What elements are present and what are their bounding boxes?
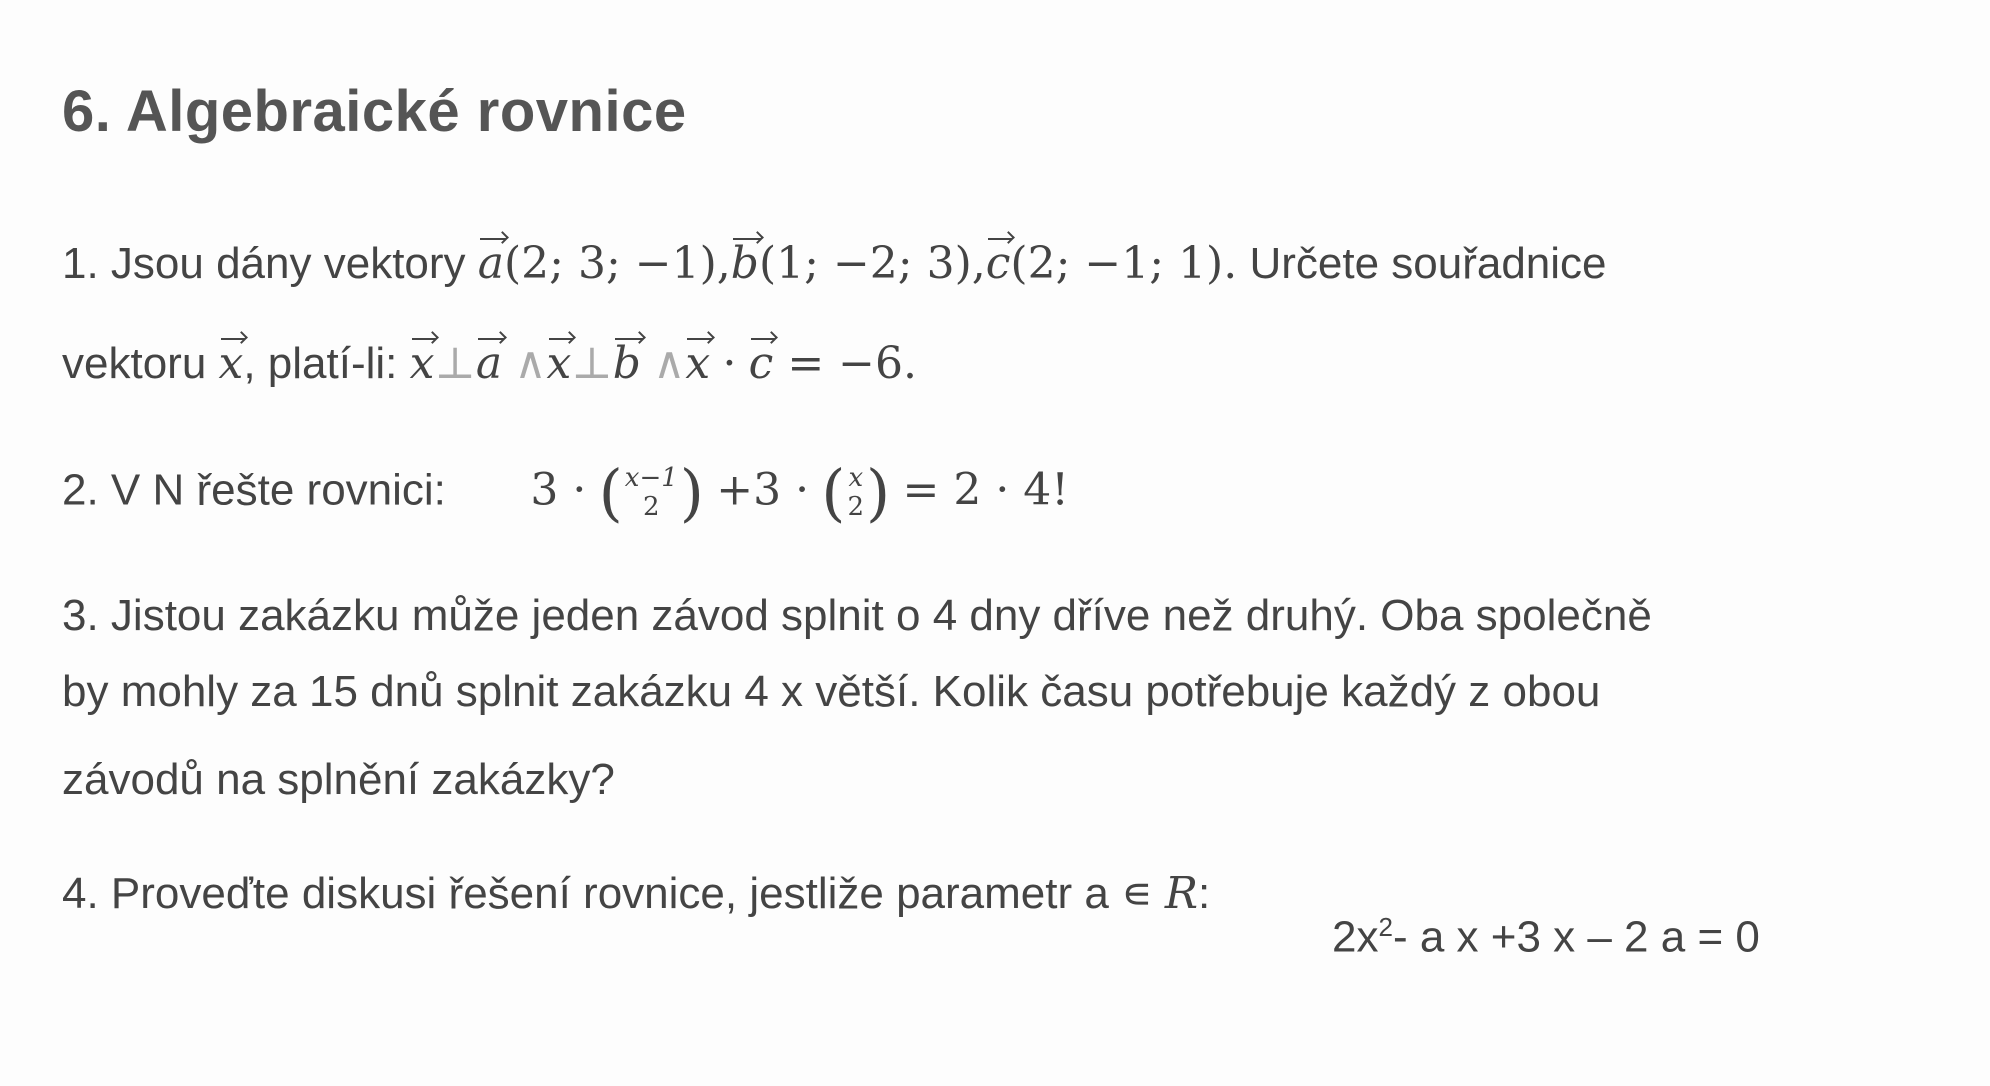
perp-symbol-1: ⊥ [434, 338, 476, 389]
eq-rest: - a x +3 x – 2 a = 0 [1392, 912, 1760, 962]
perp-symbol-2: ⊥ [571, 338, 613, 389]
task2-line [62, 456, 1069, 529]
task1-line2 [62, 338, 918, 389]
condition-vector-x-3: x [685, 338, 711, 389]
task4-prefix: 4. Proveďte diskusi řešení rovnice, jestliže parametr a [62, 869, 1122, 918]
binomial-coefficient-1: ( x−1 2 ) [598, 456, 704, 529]
vector-b-coords: (1; −2; 3), [758, 238, 986, 289]
dot-symbol: · [722, 338, 737, 389]
vector-b: b [730, 238, 759, 289]
task1-prefix: 1. Jsou dány vektory [62, 239, 478, 288]
task4-equation [1332, 912, 1760, 963]
vector-c: c [985, 238, 1011, 289]
task3-line1: 3. Jistou zakázku může jeden závod splnit o 4 dny dříve než druhý. Oba společně [62, 591, 1652, 640]
binom2-bottom: 2 [847, 492, 865, 522]
condition-vector-a: a [475, 338, 503, 389]
vector-x: x [218, 338, 244, 389]
and-symbol-1: ∧ [514, 338, 547, 389]
condition-vector-x-2: x [546, 338, 572, 389]
task1-line1 [62, 238, 1607, 289]
task1-suffix: Určete souřadnice [1237, 239, 1607, 288]
binom2-top: x [848, 463, 864, 494]
condition-vector-x-1: x [409, 338, 435, 389]
task1-line2-mid: , platí-li: [243, 339, 410, 388]
task1-line2-prefix: vektoru [62, 339, 219, 388]
page-title: 6. Algebraické rovnice [62, 79, 687, 144]
task4-line1 [62, 868, 1211, 919]
vector-a: a [477, 238, 504, 289]
and-symbol-2: ∧ [653, 338, 686, 389]
task2-plus: +3 · [716, 464, 810, 516]
task2-coef1: 3 · [530, 464, 587, 516]
binom1-bottom: 2 [643, 492, 660, 522]
task3-line2: by mohly za 15 dnů splnit zakázku 4 x větší. Kolik času potřebuje každý z obou [62, 667, 1601, 716]
eq-exponent: 2 [1378, 912, 1393, 942]
task2-prefix: 2. V N řešte rovnici: [62, 465, 446, 515]
set-r: R [1164, 868, 1199, 919]
condition-vector-c: c [748, 338, 774, 389]
eq-base: 2x [1332, 912, 1379, 962]
task2-rhs: = 2 · 4! [902, 464, 1069, 516]
vector-c-coords: (2; −1; 1). [1010, 238, 1238, 289]
task4-colon: : [1198, 869, 1211, 918]
task1-result: = −6. [773, 338, 918, 389]
binom1-top: x−1 [624, 463, 678, 494]
task3-line3: závodů na splnění zakázky? [62, 755, 615, 804]
element-of-symbol: ∊ [1121, 868, 1153, 919]
condition-vector-b: b [612, 338, 641, 389]
vector-a-coords: (2; 3; −1), [504, 238, 731, 289]
binomial-coefficient-2: ( x 2 ) [821, 456, 891, 529]
